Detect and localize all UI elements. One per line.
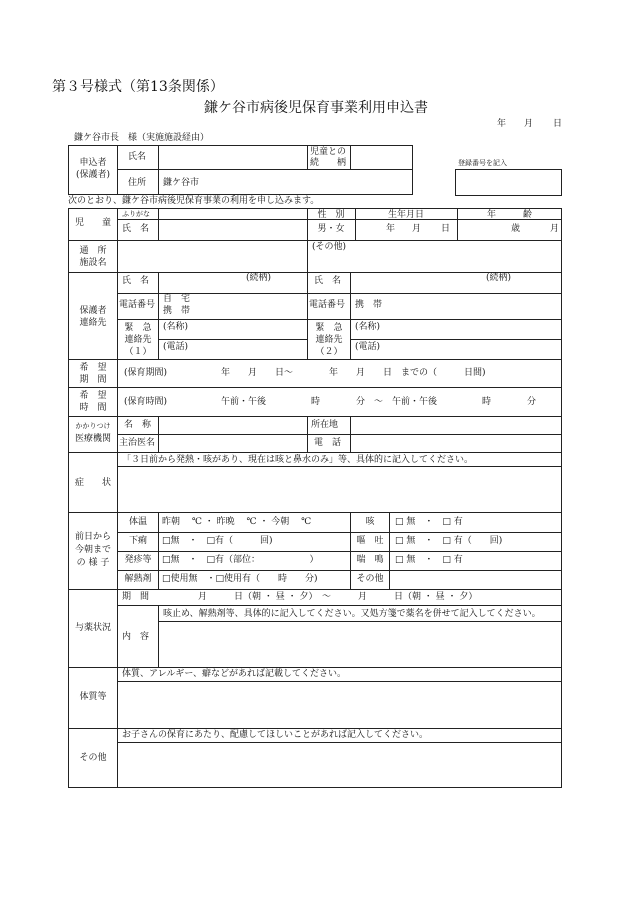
emergency1-org-phone[interactable]: (電話) xyxy=(163,342,189,352)
antipyretic-value[interactable]: □使用無 ・□使用有（ 時 分) xyxy=(162,574,318,584)
rash-value[interactable]: □無 ・ □有（部位： ） xyxy=(162,555,319,565)
cough-label: 咳 xyxy=(365,517,375,527)
time-text[interactable]: (保育時間) 午前・午後 時 分 ～ 午前・午後 時 分 xyxy=(124,397,537,407)
medication-period-value[interactable]: 月 日（朝 ・ 昼 ・ 夕） 〜 月 日（朝 ・ 昼 ・ 夕） xyxy=(198,592,478,602)
clinic-name-label: 名 称 xyxy=(124,420,152,430)
wheeze-label: 喘 鳴 xyxy=(356,555,384,565)
child-birth-day[interactable]: 日 xyxy=(441,224,451,234)
child-age-year[interactable]: 歳 xyxy=(511,224,521,234)
child-age-label: 年 齢 xyxy=(486,210,532,220)
vomit-value[interactable]: □ 無 ・ □ 有（ 回) xyxy=(395,536,503,546)
date-month[interactable]: 月 xyxy=(524,119,534,129)
addressee: 鎌ケ谷市長 様（実施施設経由） xyxy=(74,133,210,143)
facility-label: 通 所 施設名 xyxy=(79,246,107,268)
applicant-address-label: 住所 xyxy=(128,178,147,188)
guardian1-relation-label[interactable]: (続柄) xyxy=(246,273,272,283)
medication-period-label: 期 間 xyxy=(122,592,150,602)
condition-other-label: その他 xyxy=(356,574,384,584)
child-age-month[interactable]: 月 xyxy=(550,224,560,234)
other-field[interactable] xyxy=(118,743,561,787)
wheeze-value[interactable]: □ 無 ・ □ 有 xyxy=(395,555,463,565)
temp-label: 体温 xyxy=(128,517,147,527)
condition-label: 前日から 今朝まで の 様 子 xyxy=(74,532,111,568)
applicant-name-label: 氏名 xyxy=(128,152,147,162)
child-gender-value[interactable]: 男・女 xyxy=(317,224,345,234)
date-day[interactable]: 日 xyxy=(553,119,563,129)
guardian2-name-label: 氏 名 xyxy=(314,276,342,286)
facility-name-field[interactable] xyxy=(118,241,306,271)
emergency1-label: 緊 急 連絡先 （１） xyxy=(124,323,152,357)
registration-label: 登録番号を記入 xyxy=(458,159,507,167)
applicant-relation-field[interactable] xyxy=(351,146,412,168)
facility-other-label[interactable]: (その他) xyxy=(312,242,347,252)
child-birth-year[interactable]: 年 xyxy=(386,224,396,234)
date-year[interactable]: 年 xyxy=(497,119,507,129)
cough-value[interactable]: □ 無 ・ □ 有 xyxy=(395,517,463,527)
guardian2-phone-label: 電話番号 xyxy=(309,300,346,310)
emergency2-org-name[interactable]: (名称) xyxy=(355,322,381,332)
medication-hint: 咳止め、解熱剤等、具体的に記入してください。又処方箋で薬名を併せて記入してください。 xyxy=(163,609,541,619)
other-hint: お子さんの保育にあたり、配慮してほしいことがあれば記入してください。 xyxy=(122,730,429,740)
condition-other-field[interactable] xyxy=(390,571,561,588)
guardian1-home-label[interactable]: 自 宅 xyxy=(163,294,191,304)
child-birth-month[interactable]: 月 xyxy=(412,224,422,234)
medication-label: 与薬状況 xyxy=(74,623,111,633)
rash-label: 発疹等 xyxy=(124,555,152,565)
guardian-label: 保護者 連絡先 xyxy=(79,306,107,328)
time-label: 希 望 時 間 xyxy=(79,391,107,413)
child-label: 児 童 xyxy=(74,218,111,228)
other-label: その他 xyxy=(79,753,107,763)
medication-content-field[interactable] xyxy=(159,622,561,666)
clinic-label-small: かかりつけ xyxy=(75,422,111,430)
clinic-label: 医療機関 xyxy=(74,434,111,444)
guardian2-relation-label[interactable]: (続柄) xyxy=(486,273,512,283)
clinic-doctor-label: 主治医名 xyxy=(119,438,156,448)
child-name-field[interactable] xyxy=(159,220,306,239)
guardian2-mobile-label[interactable]: 携 帯 xyxy=(355,300,383,310)
page-title: 鎌ケ谷市病後児保育事業利用申込書 xyxy=(204,100,428,116)
form-number: 第３号様式（第13条関係） xyxy=(52,79,224,95)
applicant-address-value[interactable]: 鎌ケ谷市 xyxy=(163,178,200,188)
guardian1-mobile-label[interactable]: 携 帯 xyxy=(163,306,191,316)
child-furigana-label: ふりがな xyxy=(122,210,150,218)
symptoms-field[interactable] xyxy=(118,467,561,511)
period-label: 希 望 期 間 xyxy=(79,363,107,385)
emergency2-label: 緊 急 連絡先 （２） xyxy=(315,323,343,357)
diarrhea-label: 下痢 xyxy=(128,536,147,546)
registration-number-field[interactable] xyxy=(455,169,562,196)
guardian1-name-label: 氏 名 xyxy=(122,276,150,286)
applicant-label: 申込者 (保護者) xyxy=(75,158,111,180)
medication-content-label: 内 容 xyxy=(122,632,150,642)
child-gender-label: 性 別 xyxy=(317,210,345,220)
period-text[interactable]: (保育期間) 年 月 日～ 年 月 日 までの（ 日間) xyxy=(124,368,486,378)
guardian1-phone-label: 電話番号 xyxy=(119,300,156,310)
symptoms-label: 症 状 xyxy=(74,478,111,488)
vomit-label: 嘔 吐 xyxy=(356,536,384,546)
child-name-label: 氏 名 xyxy=(122,224,150,234)
diarrhea-value[interactable]: □無 ・ □有（ 回) xyxy=(162,536,273,546)
child-birth-label: 生年月日 xyxy=(387,210,424,220)
intro-text: 次のとおり、鎌ケ谷市病後児保育事業の利用を申し込みます。 xyxy=(68,196,320,206)
emergency1-org-name[interactable]: (名称) xyxy=(163,322,189,332)
constitution-field[interactable] xyxy=(118,682,561,727)
applicant-name-field[interactable] xyxy=(159,146,306,168)
clinic-phone-label: 電 話 xyxy=(314,438,342,448)
clinic-location-label: 所在地 xyxy=(311,420,339,430)
emergency2-org-phone[interactable]: (電話) xyxy=(355,342,381,352)
constitution-label: 体質等 xyxy=(79,692,107,702)
applicant-relation-label: 児童との 続 柄 xyxy=(310,147,347,168)
constitution-hint: 体質、アレルギー、癖などがあれば記載してください。 xyxy=(122,669,347,679)
symptoms-hint: 「３日前から発熱・咳があり、現在は咳と鼻水のみ」等、具体的に記入してください。 xyxy=(122,455,474,465)
temp-value[interactable]: 昨朝 ℃ ・ 昨晩 ℃ ・ 今朝 ℃ xyxy=(162,517,312,527)
antipyretic-label: 解熱剤 xyxy=(124,574,152,584)
